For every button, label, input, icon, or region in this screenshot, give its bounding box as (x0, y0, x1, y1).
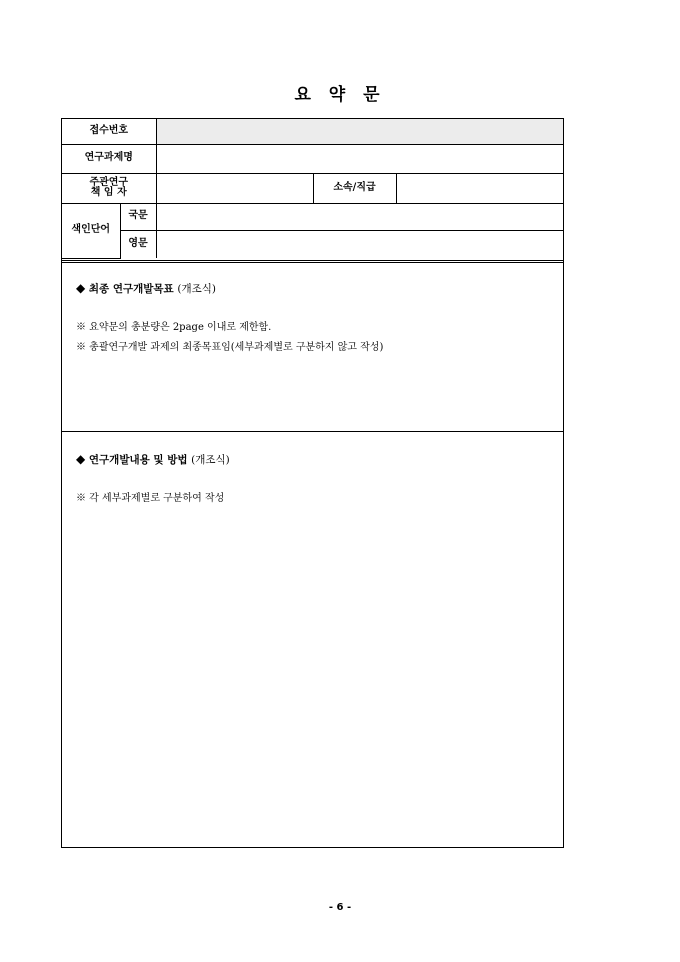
keywords-label: 색인단어 (62, 203, 120, 258)
content-method-section[interactable] (62, 432, 563, 847)
overall-goal-note: ※ 총괄연구개발 과제의 최종목표임(세부과제별로 구분하지 않고 작성) (76, 342, 384, 353)
receipt-number-label: 접수번호 (62, 119, 156, 144)
final-goal-suffix: (개조식) (177, 283, 216, 295)
subtask-note: ※ 각 세부과제별로 구분하여 작성 (76, 493, 225, 504)
page-limit-note: ※ 요약문의 총분량은 2page 이내로 제한함. (76, 322, 272, 333)
lead-researcher-label (62, 173, 156, 203)
keywords-english-field[interactable] (156, 230, 563, 258)
project-name-label: 연구과제명 (62, 144, 156, 173)
diamond-bullet-icon: ◆ (76, 452, 86, 466)
page-number: - 6 - (328, 902, 352, 913)
lead-researcher-field[interactable] (156, 173, 313, 203)
keywords-english-label: 영문 (120, 230, 156, 258)
final-goal-heading (76, 281, 563, 296)
final-goal-section[interactable] (62, 260, 563, 432)
affiliation-field[interactable] (396, 173, 563, 203)
receipt-number-field[interactable] (156, 119, 563, 144)
affiliation-label: 소속/직급 (313, 173, 396, 203)
content-method-title: 연구개발내용 및 방법 (88, 454, 188, 466)
diamond-bullet-icon: ◆ (76, 281, 86, 295)
project-name-field[interactable] (156, 144, 563, 173)
content-method-suffix: (개조식) (191, 454, 230, 466)
keywords-korean-field[interactable] (156, 203, 563, 230)
keywords-korean-label: 국문 (120, 203, 156, 230)
final-goal-title: 최종 연구개발목표 (88, 283, 174, 295)
page-title: 요 약 문 (294, 85, 386, 105)
info-table (62, 119, 563, 259)
summary-form (61, 118, 564, 848)
lead-researcher-label-line1: 주관연구 (89, 176, 129, 188)
content-method-heading (76, 452, 563, 467)
lead-researcher-label-line2: 책 임 자 (90, 187, 127, 198)
